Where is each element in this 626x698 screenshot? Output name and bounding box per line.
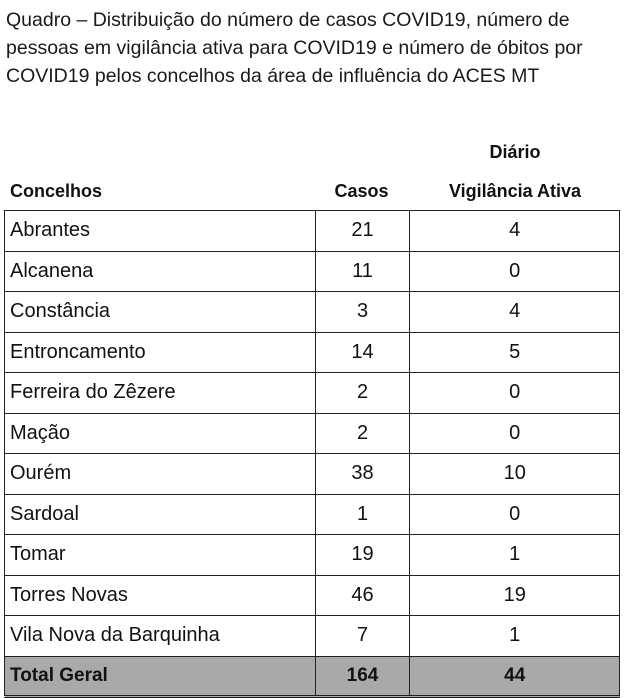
table-row: [5, 575, 620, 616]
cell-casos: 19: [315, 535, 410, 576]
table-row: [5, 535, 620, 576]
table-caption: Quadro – Distribuição do número de casos COVID19, número de pessoas em vigilância ativa para COVID19 e número de óbitos por COVID19 pelos concelhos da área de influência do ACES MT: [6, 9, 583, 87]
table-row: [5, 373, 620, 414]
cell-vigilancia: 4: [410, 211, 620, 252]
cell-casos: 46: [315, 575, 410, 616]
cell-concelho: Mação: [5, 413, 316, 454]
total-label: Total Geral: [5, 656, 316, 697]
cell-concelho: Entroncamento: [5, 332, 316, 373]
cell-concelho: Abrantes: [5, 211, 316, 252]
total-row: [5, 656, 620, 697]
table-row: [5, 494, 620, 535]
cell-casos: 3: [315, 292, 410, 333]
table-row: [5, 251, 620, 292]
cell-casos: 14: [315, 332, 410, 373]
cell-casos: 11: [315, 251, 410, 292]
cell-casos: 1: [315, 494, 410, 535]
cell-concelho: Tomar: [5, 535, 316, 576]
cell-vigilancia: 0: [410, 251, 620, 292]
cell-concelho: Constância: [5, 292, 316, 333]
cell-concelho: Alcanena: [5, 251, 316, 292]
table-row: [5, 616, 620, 657]
cell-casos: 2: [315, 413, 410, 454]
header-concelhos: Concelhos: [10, 181, 103, 201]
cell-vigilancia: 5: [410, 332, 620, 373]
cell-concelho: Ourém: [5, 454, 316, 495]
cell-vigilancia: 0: [410, 413, 620, 454]
header-vigilancia-ativa: Vigilância Ativa: [448, 181, 582, 201]
cell-vigilancia: 4: [410, 292, 620, 333]
table-row: [5, 454, 620, 495]
cell-casos: 21: [315, 211, 410, 252]
header-casos: Casos: [334, 181, 389, 201]
cell-casos: 2: [315, 373, 410, 414]
cell-casos: 38: [315, 454, 410, 495]
cell-vigilancia: 0: [410, 373, 620, 414]
covid-cases-table: [4, 210, 620, 698]
total-vigilancia: 44: [410, 656, 620, 697]
header-diario: Diário: [489, 142, 541, 162]
table-row: [5, 211, 620, 252]
cell-vigilancia: 1: [410, 535, 620, 576]
cell-concelho: Sardoal: [5, 494, 316, 535]
cell-concelho: Ferreira do Zêzere: [5, 373, 316, 414]
table-row: [5, 292, 620, 333]
cell-concelho: Vila Nova da Barquinha: [5, 616, 316, 657]
cell-vigilancia: 0: [410, 494, 620, 535]
table-row: [5, 332, 620, 373]
cell-concelho: Torres Novas: [5, 575, 316, 616]
table-row: [5, 413, 620, 454]
cell-casos: 7: [315, 616, 410, 657]
cell-vigilancia: 19: [410, 575, 620, 616]
cell-vigilancia: 10: [410, 454, 620, 495]
total-casos: 164: [315, 656, 410, 697]
cell-vigilancia: 1: [410, 616, 620, 657]
